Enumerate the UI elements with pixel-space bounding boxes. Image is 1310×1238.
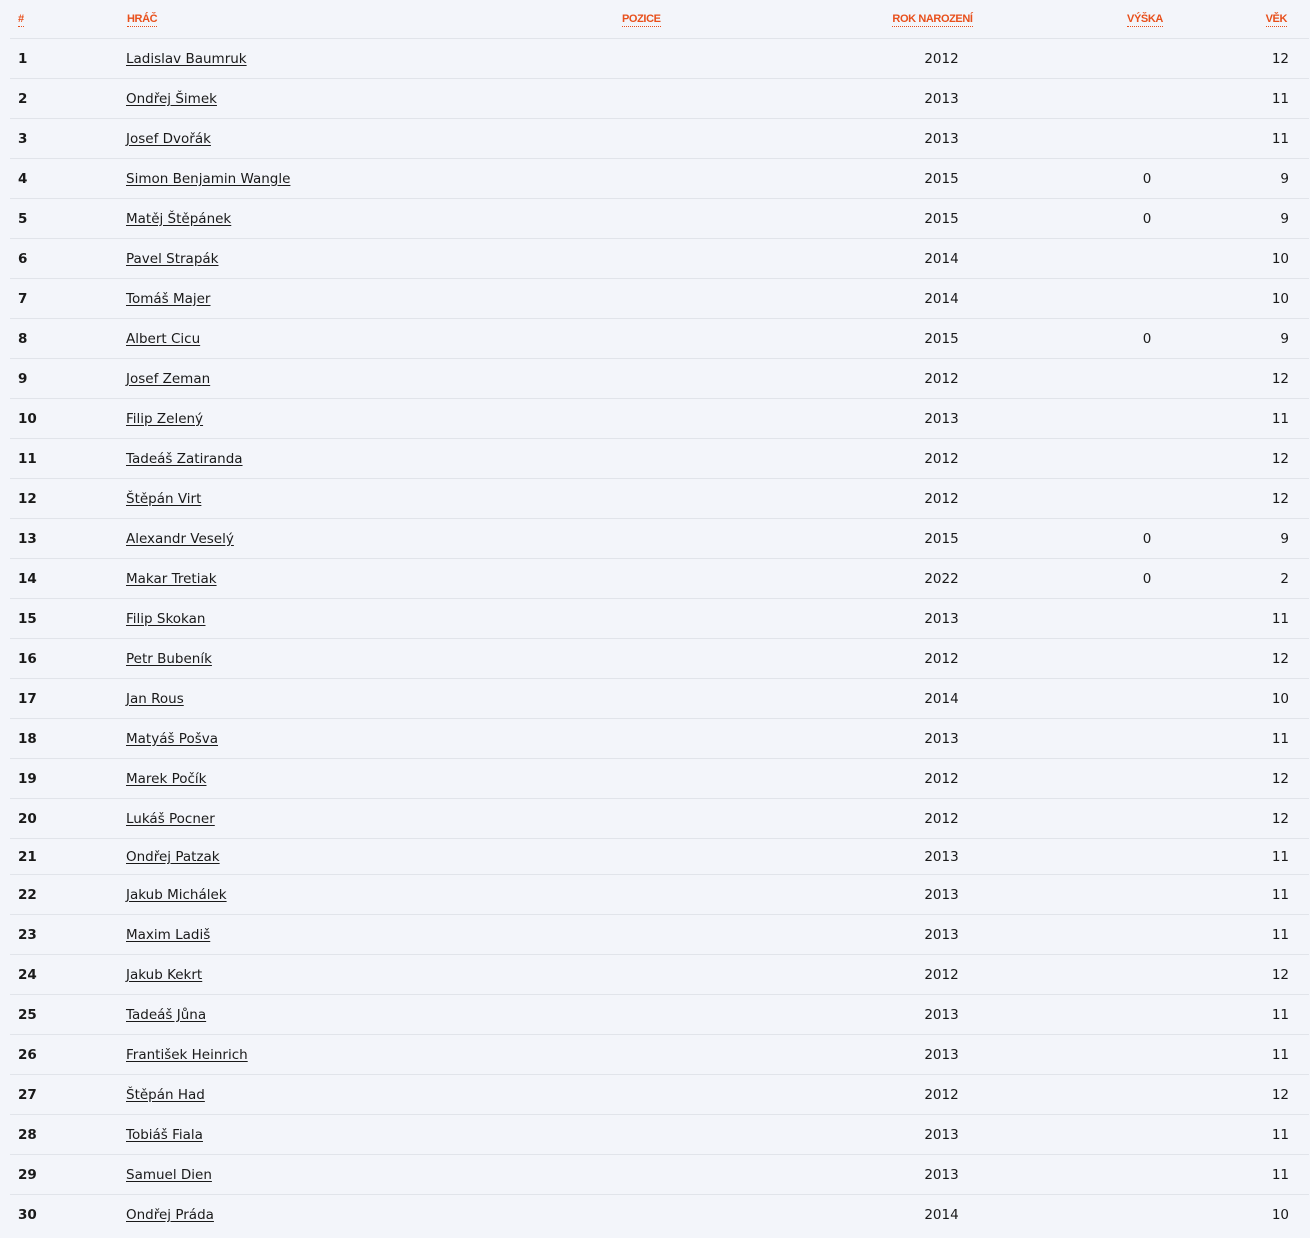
player-name-link[interactable]: Jakub Kekrt [126, 966, 203, 983]
table-row [10, 955, 1309, 995]
player-birth-year: 2012 [924, 490, 959, 507]
table-row [10, 1075, 1309, 1115]
player-name-link[interactable]: Tobiáš Fiala [126, 1126, 203, 1143]
table-row [10, 1195, 1309, 1235]
header-player[interactable] [126, 0, 619, 39]
player-name-link[interactable]: Alexandr Veselý [126, 530, 234, 547]
player-age: 10 [1271, 290, 1289, 307]
player-birth-year: 2015 [924, 210, 959, 227]
player-position [619, 119, 829, 159]
table-row [10, 279, 1309, 319]
table-row [10, 915, 1309, 955]
row-number: 3 [18, 130, 28, 147]
player-position [619, 319, 829, 359]
player-name-link[interactable]: Jan Rous [126, 690, 184, 707]
player-height [1036, 875, 1254, 915]
player-position [619, 1115, 829, 1155]
player-name-cell [126, 915, 619, 955]
player-name-cell [126, 159, 619, 199]
player-name-link[interactable]: Josef Dvořák [126, 130, 211, 147]
table-row [10, 79, 1309, 119]
player-position [619, 1155, 829, 1195]
player-age: 12 [1271, 450, 1289, 467]
header-birth-year-label[interactable]: ROK NAROZENÍ [892, 13, 973, 25]
player-age: 11 [1271, 926, 1289, 943]
player-age: 12 [1271, 770, 1289, 787]
player-age: 12 [1271, 370, 1289, 387]
player-height [1036, 1195, 1254, 1235]
player-name-cell [126, 399, 619, 439]
table-row [10, 759, 1309, 799]
row-number: 29 [18, 1166, 37, 1183]
player-position [619, 1195, 829, 1235]
table-row [10, 359, 1309, 399]
player-age: 11 [1271, 730, 1289, 747]
table-row [10, 399, 1309, 439]
player-age: 11 [1271, 886, 1289, 903]
player-birth-year: 2013 [924, 410, 959, 427]
player-height [1036, 79, 1254, 119]
player-name-link[interactable]: Tomáš Majer [126, 290, 211, 307]
row-number: 11 [18, 450, 37, 467]
player-name-cell [126, 439, 619, 479]
row-number: 25 [18, 1006, 37, 1023]
player-name-cell [126, 679, 619, 719]
header-position-label[interactable]: POZICE [622, 13, 661, 25]
player-height [1036, 119, 1254, 159]
player-position [619, 279, 829, 319]
player-name-link[interactable]: Petr Bubeník [126, 650, 212, 667]
player-age: 9 [1280, 170, 1289, 187]
player-name-link[interactable]: František Heinrich [126, 1046, 248, 1063]
player-position [619, 875, 829, 915]
player-name-cell [126, 479, 619, 519]
header-player-label[interactable]: HRÁČ [127, 13, 158, 25]
player-name-cell [126, 559, 619, 599]
player-birth-year: 2015 [924, 530, 959, 547]
player-position [619, 39, 829, 79]
player-height [1036, 599, 1254, 639]
table-row [10, 1155, 1309, 1195]
player-position [619, 839, 829, 875]
player-height [1036, 279, 1254, 319]
player-position [619, 439, 829, 479]
player-name-link[interactable]: Filip Zelený [126, 410, 204, 427]
row-number: 8 [18, 330, 28, 347]
player-height: 0 [1142, 330, 1152, 347]
player-birth-year: 2014 [924, 690, 959, 707]
player-name-cell [126, 79, 619, 119]
player-birth-year: 2015 [924, 170, 959, 187]
row-number: 12 [18, 490, 37, 507]
player-name-link[interactable]: Ondřej Šimek [126, 90, 217, 107]
header-age-label[interactable]: VĚK [1265, 13, 1287, 25]
roster-table [10, 0, 1309, 1235]
table-row [10, 559, 1309, 599]
table-row [10, 1035, 1309, 1075]
header-birth-year[interactable] [829, 0, 1036, 39]
player-birth-year: 2012 [924, 1086, 959, 1103]
player-name-cell [126, 599, 619, 639]
player-name-cell [126, 875, 619, 915]
player-birth-year: 2013 [924, 926, 959, 943]
player-name-link[interactable]: Jakub Michálek [126, 886, 227, 903]
player-name-cell [126, 799, 619, 839]
player-age: 11 [1271, 1006, 1289, 1023]
table-row [10, 239, 1309, 279]
player-height [1036, 799, 1254, 839]
player-height: 0 [1142, 170, 1152, 187]
player-position [619, 199, 829, 239]
table-body [10, 39, 1309, 1235]
player-height [1036, 639, 1254, 679]
player-name-link[interactable]: Matyáš Pošva [126, 730, 219, 747]
player-age: 12 [1271, 50, 1289, 67]
player-birth-year: 2013 [924, 1126, 959, 1143]
row-number: 22 [18, 886, 37, 903]
player-position [619, 479, 829, 519]
player-height [1036, 679, 1254, 719]
player-name-link[interactable]: Josef Zeman [126, 370, 211, 387]
row-number: 16 [18, 650, 37, 667]
player-height [1036, 359, 1254, 399]
player-height [1036, 1035, 1254, 1075]
player-height [1036, 759, 1254, 799]
table-row [10, 519, 1309, 559]
player-name-cell [126, 1195, 619, 1235]
player-name-cell [126, 1035, 619, 1075]
player-birth-year: 2012 [924, 810, 959, 827]
player-birth-year: 2015 [924, 330, 959, 347]
player-birth-year: 2013 [924, 610, 959, 627]
player-height: 0 [1142, 570, 1152, 587]
row-number: 17 [18, 690, 37, 707]
row-number: 6 [18, 250, 28, 267]
player-height [1036, 1115, 1254, 1155]
player-age: 12 [1271, 650, 1289, 667]
player-name-link[interactable]: Tadeáš Zatiranda [126, 450, 243, 467]
player-height: 0 [1142, 530, 1152, 547]
player-birth-year: 2013 [924, 130, 959, 147]
player-birth-year: 2012 [924, 966, 959, 983]
player-birth-year: 2013 [924, 90, 959, 107]
player-name-link[interactable]: Maxim Ladiš [126, 926, 211, 943]
player-position [619, 639, 829, 679]
table-row [10, 995, 1309, 1035]
player-position [619, 995, 829, 1035]
table-row [10, 719, 1309, 759]
player-name-cell [126, 955, 619, 995]
row-number: 5 [18, 210, 28, 227]
player-height [1036, 995, 1254, 1035]
player-name-link[interactable]: Makar Tretiak [126, 570, 217, 587]
player-name-cell [126, 1115, 619, 1155]
player-birth-year: 2014 [924, 290, 959, 307]
player-position [619, 359, 829, 399]
table-row [10, 199, 1309, 239]
player-age: 11 [1271, 610, 1289, 627]
player-position [619, 79, 829, 119]
header-row [10, 0, 1309, 39]
player-position [619, 559, 829, 599]
row-number: 21 [18, 848, 37, 865]
player-name-cell [126, 319, 619, 359]
player-name-link[interactable]: Simon Benjamin Wangle [126, 170, 291, 187]
table-row [10, 39, 1309, 79]
player-age: 2 [1280, 570, 1289, 587]
player-birth-year: 2013 [924, 1046, 959, 1063]
player-birth-year: 2013 [924, 1166, 959, 1183]
player-height [1036, 839, 1254, 875]
header-number[interactable] [10, 0, 126, 39]
header-height-label[interactable]: VÝŠKA [1127, 13, 1163, 25]
player-position [619, 239, 829, 279]
player-name-cell [126, 519, 619, 559]
player-age: 11 [1271, 410, 1289, 427]
player-age: 11 [1271, 848, 1289, 865]
player-position [619, 955, 829, 995]
player-name-link[interactable]: Lukáš Pocner [126, 810, 215, 827]
player-age: 11 [1271, 1046, 1289, 1063]
player-height [1036, 399, 1254, 439]
player-position [619, 1075, 829, 1115]
player-age: 9 [1280, 530, 1289, 547]
player-age: 11 [1271, 130, 1289, 147]
table-row [10, 119, 1309, 159]
row-number: 10 [18, 410, 37, 427]
row-number: 14 [18, 570, 37, 587]
player-age: 10 [1271, 690, 1289, 707]
player-position [619, 799, 829, 839]
player-height [1036, 239, 1254, 279]
player-name-link[interactable]: Ondřej Patzak [126, 848, 220, 865]
player-height [1036, 915, 1254, 955]
player-name-cell [126, 759, 619, 799]
player-name-link[interactable]: Marek Počík [126, 770, 207, 787]
player-birth-year: 2013 [924, 730, 959, 747]
player-name-link[interactable]: Filip Skokan [126, 610, 206, 627]
table-row [10, 639, 1309, 679]
player-birth-year: 2022 [924, 570, 959, 587]
player-name-link[interactable]: Štěpán Virt [126, 490, 202, 507]
row-number: 20 [18, 810, 37, 827]
player-name-cell [126, 119, 619, 159]
row-number: 2 [18, 90, 28, 107]
row-number: 28 [18, 1126, 37, 1143]
player-name-cell [126, 359, 619, 399]
row-number: 18 [18, 730, 37, 747]
player-name-link[interactable]: Albert Cicu [126, 330, 201, 347]
player-position [619, 679, 829, 719]
player-name-cell [126, 995, 619, 1035]
player-height: 0 [1142, 210, 1152, 227]
row-number: 19 [18, 770, 37, 787]
row-number: 26 [18, 1046, 37, 1063]
table-row [10, 479, 1309, 519]
player-height [1036, 719, 1254, 759]
header-height[interactable] [1036, 0, 1254, 39]
player-height [1036, 1155, 1254, 1195]
player-position [619, 1035, 829, 1075]
player-birth-year: 2012 [924, 50, 959, 67]
player-birth-year: 2014 [924, 1206, 959, 1223]
row-number: 23 [18, 926, 37, 943]
row-number: 13 [18, 530, 37, 547]
player-birth-year: 2014 [924, 250, 959, 267]
player-name-cell [126, 1075, 619, 1115]
player-name-cell [126, 839, 619, 875]
player-position [619, 599, 829, 639]
row-number: 30 [18, 1206, 37, 1223]
table-row [10, 439, 1309, 479]
player-name-cell [126, 39, 619, 79]
row-number: 9 [18, 370, 28, 387]
player-birth-year: 2012 [924, 770, 959, 787]
header-number-label[interactable]: # [18, 13, 24, 25]
table-row [10, 799, 1309, 839]
table-header [10, 0, 1309, 39]
player-birth-year: 2013 [924, 1006, 959, 1023]
player-birth-year: 2012 [924, 370, 959, 387]
player-age: 11 [1271, 1166, 1289, 1183]
player-age: 12 [1271, 966, 1289, 983]
player-position [619, 915, 829, 955]
header-position[interactable] [619, 0, 829, 39]
player-name-link[interactable]: Ondřej Práda [126, 1206, 214, 1223]
table-row [10, 679, 1309, 719]
player-birth-year: 2012 [924, 650, 959, 667]
player-age: 12 [1271, 810, 1289, 827]
row-number: 27 [18, 1086, 37, 1103]
player-name-link[interactable]: Matěj Štěpánek [126, 210, 232, 227]
player-position [619, 719, 829, 759]
player-height [1036, 39, 1254, 79]
player-name-link[interactable]: Štěpán Had [126, 1086, 205, 1103]
table-row [10, 839, 1309, 875]
player-name-cell [126, 639, 619, 679]
player-age: 9 [1280, 210, 1289, 227]
table-row [10, 319, 1309, 359]
player-name-cell [126, 279, 619, 319]
player-age: 10 [1271, 1206, 1289, 1223]
row-number: 24 [18, 966, 37, 983]
player-name-cell [126, 719, 619, 759]
player-position [619, 399, 829, 439]
table-row [10, 1115, 1309, 1155]
player-age: 11 [1271, 90, 1289, 107]
player-height [1036, 479, 1254, 519]
header-age[interactable] [1254, 0, 1309, 39]
player-birth-year: 2013 [924, 886, 959, 903]
player-age: 12 [1271, 490, 1289, 507]
row-number: 1 [18, 50, 28, 67]
row-number: 4 [18, 170, 28, 187]
row-number: 7 [18, 290, 28, 307]
player-position [619, 159, 829, 199]
player-name-cell [126, 199, 619, 239]
player-height [1036, 1075, 1254, 1115]
player-name-cell [126, 239, 619, 279]
table-row [10, 875, 1309, 915]
player-name-link[interactable]: Tadeáš Jůna [126, 1006, 207, 1023]
player-age: 9 [1280, 330, 1289, 347]
player-position [619, 759, 829, 799]
table-row [10, 159, 1309, 199]
player-birth-year: 2012 [924, 450, 959, 467]
player-height [1036, 439, 1254, 479]
player-age: 12 [1271, 1086, 1289, 1103]
player-position [619, 519, 829, 559]
player-name-link[interactable]: Samuel Dien [126, 1166, 212, 1183]
player-age: 10 [1271, 250, 1289, 267]
player-name-cell [126, 1155, 619, 1195]
roster-table-container [10, 0, 1309, 1235]
player-birth-year: 2013 [924, 848, 959, 865]
table-row [10, 599, 1309, 639]
row-number: 15 [18, 610, 37, 627]
player-age: 11 [1271, 1126, 1289, 1143]
player-name-link[interactable]: Ladislav Baumruk [126, 50, 247, 67]
player-name-link[interactable]: Pavel Strapák [126, 250, 219, 267]
player-height [1036, 955, 1254, 995]
